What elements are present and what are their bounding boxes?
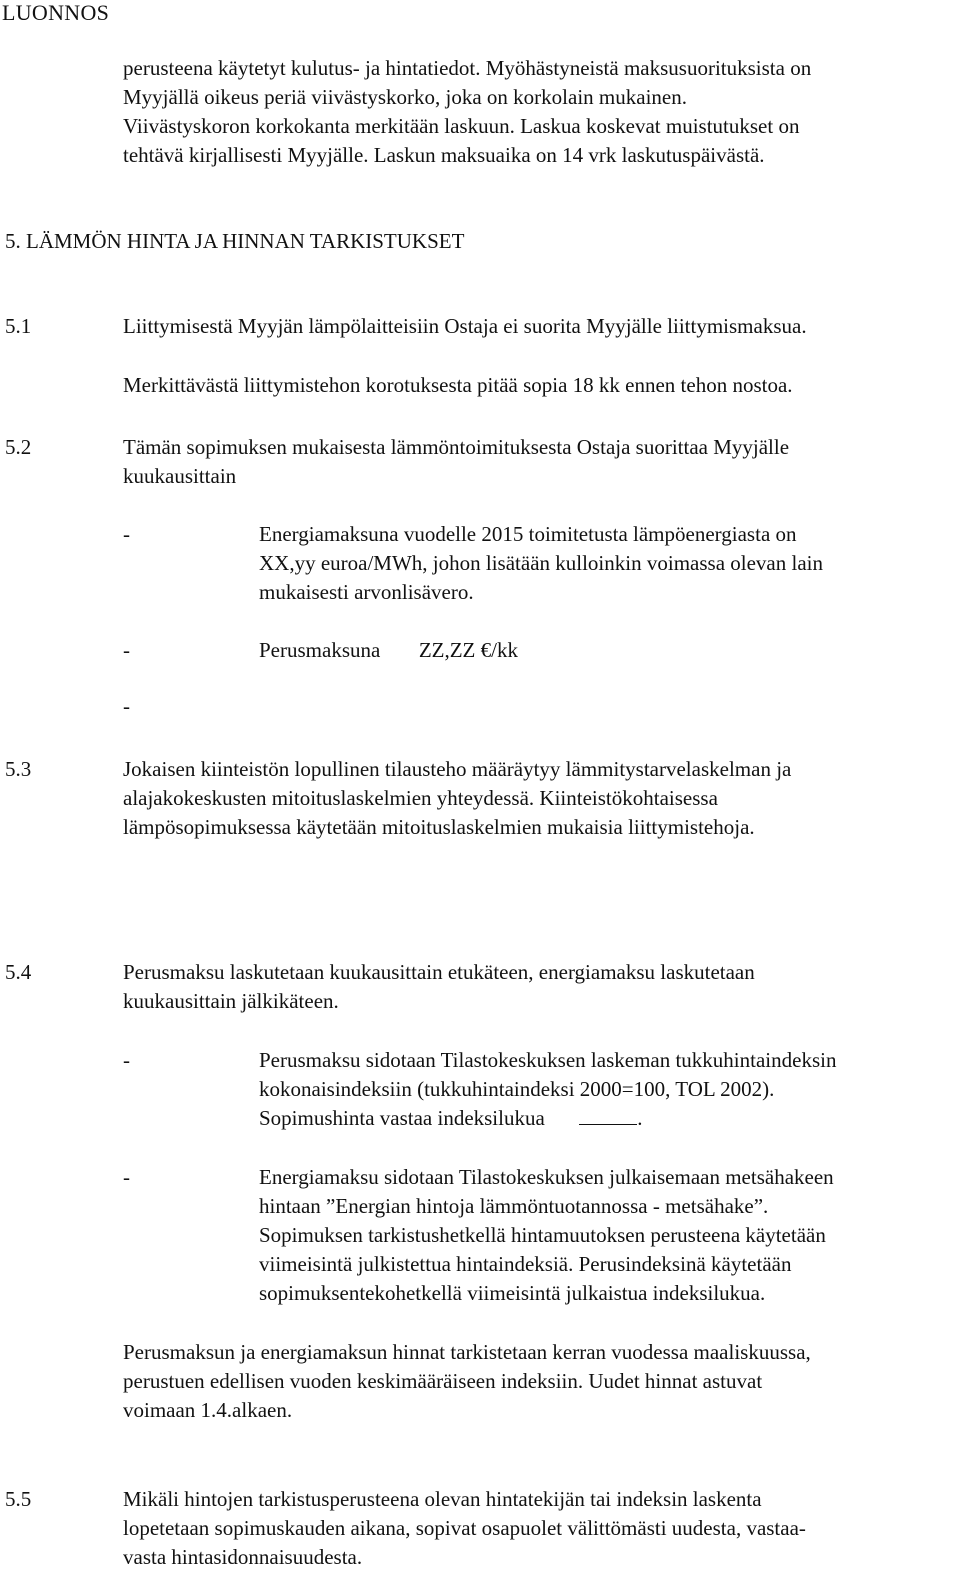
section-number-5-3: 5.3 (5, 757, 32, 781)
text-line: Perusmaksu laskutetaan kuukausittain etukäteen, energiamaksu laskutetaan (123, 960, 755, 984)
text-line: Jokaisen kiinteistön lopullinen tilausteho määräytyy lämmitystarvelaskelman ja (123, 757, 792, 781)
text-line: perustuen edellisen vuoden keskimääräiseen indeksiin. Uudet hinnat astuvat (123, 1369, 763, 1393)
section-number-5-5: 5.5 (5, 1487, 32, 1511)
text-line: Perusmaksu sidotaan Tilastokeskuksen laskeman tukkuhintaindeksin (259, 1048, 837, 1072)
text-line: sopimuksentekohetkellä viimeisintä julkaistua indeksilukua. (259, 1281, 766, 1305)
list-dash: - (123, 1165, 130, 1189)
section-5-4-text (123, 958, 953, 1016)
list-dash: - (123, 638, 130, 662)
section-5-3-text (123, 755, 953, 842)
text-line: XX,yy euroa/MWh, johon lisätään kulloinkin voimassa olevan lain (259, 551, 823, 575)
text-line: Viivästyskoron korkokanta merkitään laskuun. Laskua koskevat muistutukset on (123, 114, 800, 138)
text-line: tehtävä kirjallisesti Myyjälle. Laskun maksuaika on 14 vrk laskutuspäivästä. (123, 143, 765, 167)
section-number-5-2: 5.2 (5, 435, 32, 459)
text-line: Merkittävästä liittymistehon korotuksesta pitää sopia 18 kk ennen tehon nostoa. (123, 373, 793, 397)
text-line: perusteena käytetyt kulutus- ja hintatiedot. Myöhästyneistä maksusuorituksista on (123, 56, 812, 80)
text-line: hintaan ”Energian hintoja lämmöntuotannossa - metsähake”. (259, 1194, 769, 1218)
section-5-2-text (123, 433, 953, 491)
intro-paragraph (123, 54, 953, 170)
list-dash: - (123, 522, 130, 546)
text-line: mukaisesti arvonlisävero. (259, 580, 474, 604)
text-line: Energiamaksuna vuodelle 2015 toimitetusta lämpöenergiasta on (259, 522, 797, 546)
text-line: kokonaisindeksiin (tukkuhintaindeksi 2000=100, TOL 2002). (259, 1077, 775, 1101)
text-line: viimeisintä julkistettua hintaindeksiä. Perusindeksinä käytetään (259, 1252, 792, 1276)
text-line: kuukausittain jälkikäteen. (123, 989, 339, 1013)
list-item-base-fee (259, 636, 955, 665)
section-number-5-1: 5.1 (5, 314, 32, 338)
list-item-energy-fee-index (259, 1163, 955, 1308)
index-text: Sopimushinta vastaa indeksilukua (259, 1106, 545, 1130)
text-line: Tämän sopimuksen mukaisesta lämmöntoimituksesta Ostaja suorittaa Myyjälle (123, 435, 790, 459)
list-dash: - (123, 1048, 130, 1072)
section-heading: 5. LÄMMÖN HINTA JA HINNAN TARKISTUKSET (5, 229, 465, 253)
text-line: Energiamaksu sidotaan Tilastokeskuksen julkaisemaan metsähakeen (259, 1165, 834, 1189)
list-item-base-fee-index (259, 1046, 955, 1133)
text-line: kuukausittain (123, 464, 237, 488)
text-line: alajakokeskusten mitoituslaskelmien yhteydessä. Kiinteistökohtaisessa (123, 786, 718, 810)
text-line: lämpösopimuksessa käytetään mitoituslaskelmien mukaisia liittymistehoja. (123, 815, 755, 839)
text-line: Mikäli hintojen tarkistusperusteena olevan hintatekijän tai indeksin laskenta (123, 1487, 762, 1511)
base-fee-value: ZZ,ZZ €/kk (418, 638, 518, 662)
base-fee-label: Perusmaksuna (259, 638, 381, 662)
text-line: Perusmaksun ja energiamaksun hinnat tarkistetaan kerran vuodessa maaliskuussa, (123, 1340, 811, 1364)
text-line: Sopimushinta vastaa indeksilukua . (259, 1106, 643, 1130)
index-blank-field (579, 1106, 637, 1125)
list-dash: - (123, 694, 130, 718)
section-5-5-text (123, 1485, 953, 1572)
section-number-5-4: 5.4 (5, 960, 32, 984)
price-review-paragraph (123, 1338, 953, 1425)
text-line: Myyjällä oikeus periä viivästyskorko, joka on korkolain mukainen. (123, 85, 687, 109)
text-line: Liittymisestä Myyjän lämpölaitteisiin Ostaja ei suorita Myyjälle liittymismaksua. (123, 314, 807, 338)
text-line: voimaan 1.4.alkaen. (123, 1398, 293, 1422)
draft-label: LUONNOS (2, 0, 110, 25)
text-line: lopetetaan sopimuskauden aikana, sopivat osapuolet välittömästi uudesta, vastaa- (123, 1516, 806, 1540)
text-line: vasta hintasidonnaisuudesta. (123, 1545, 363, 1569)
list-item-energy-fee (259, 520, 955, 607)
text-line: Sopimuksen tarkistushetkellä hintamuutoksen perusteena käytetään (259, 1223, 826, 1247)
